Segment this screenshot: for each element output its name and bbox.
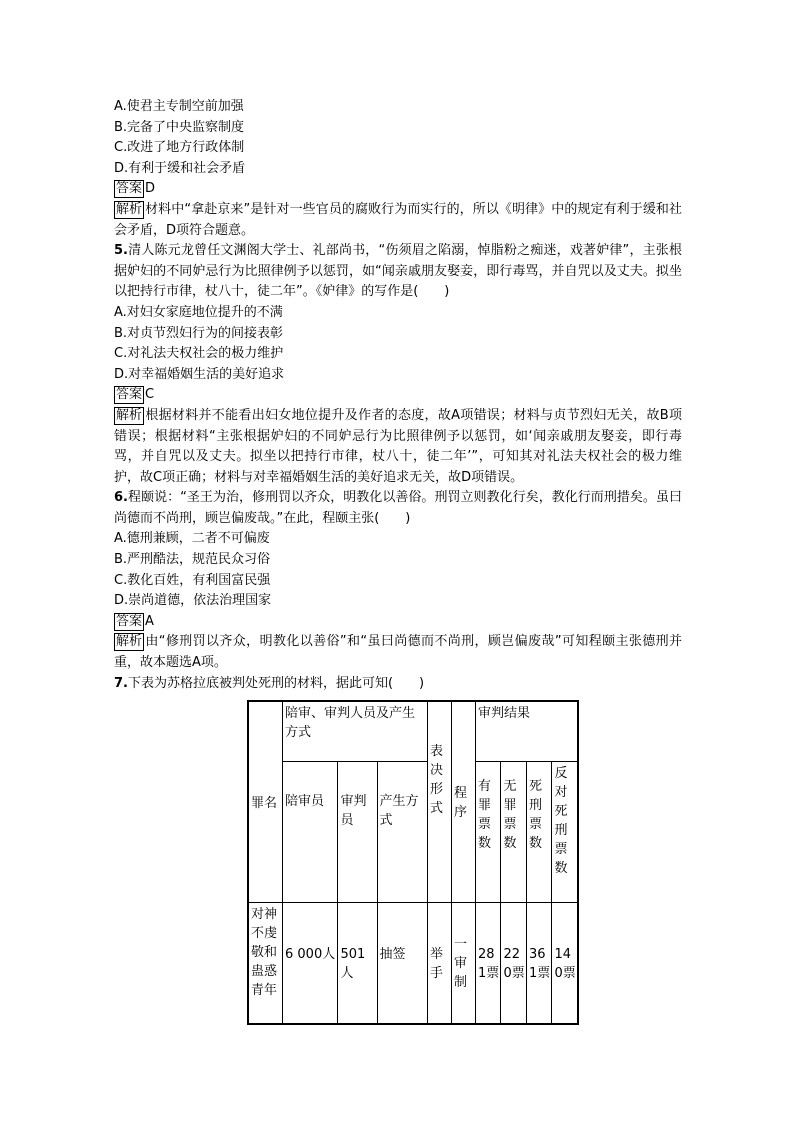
- q6-stem-text: 程颐说：“圣王为治，修刑罚以齐众，明教化以善俗。刑罚立则教化行矣，教化行而刑措矣。虽曰尚德而不尚刑，顾岂偏废哉。”在此，程颐主张( ): [114, 490, 682, 526]
- q4-option-c: C.改进了地方行政体制: [114, 140, 245, 156]
- q6-answer: [114, 612, 682, 633]
- analysis-tag: 解析: [116, 407, 143, 423]
- q5-answer-value: C: [145, 387, 155, 403]
- analysis-tag: 解析: [116, 201, 143, 217]
- q4-option-b: B.完备了中央监察制度: [114, 119, 245, 135]
- header-procedure: 程序: [452, 701, 476, 903]
- cell-against: 140票: [552, 903, 578, 1025]
- q6-option-b: B.严刑酷法，规范民众习俗: [114, 552, 271, 568]
- cell-procedure: 一审制: [452, 903, 476, 1025]
- header-crime: 罪名: [248, 701, 283, 903]
- q6-analysis-text: 由“修刑罚以齐众，明教化以善俗”和“虽曰尚德而不尚刑，顾岂偏废哉”可知程颐主张德刑并重，故本题选A项。: [114, 634, 682, 671]
- q7-stem-text: 下表为苏格拉底被判处死刑的材料，据此可知( ): [127, 675, 425, 691]
- table-header-row-2: [248, 762, 578, 903]
- q5-option-a: A.对妇女家庭地位提升的不满: [114, 304, 283, 320]
- q4-option-a: A.使君主专制空前加强: [114, 99, 244, 114]
- q6-answer-value: A: [145, 613, 154, 629]
- cell-judges: 501人: [338, 903, 377, 1025]
- q5-option-d: D.对幸福婚姻生活的美好追求: [114, 366, 285, 382]
- q4-answer-value: D: [145, 181, 156, 197]
- cell-guilty: 281票: [476, 903, 501, 1025]
- q4-answer: [114, 179, 682, 200]
- q6-number: 6.: [114, 490, 128, 506]
- cell-innocent: 220票: [501, 903, 526, 1025]
- header-jurors: 陪审员: [283, 762, 338, 903]
- cell-death: 361票: [526, 903, 551, 1025]
- header-jury-group: 陪审、审判人员及产生方式: [283, 701, 428, 762]
- q6-analysis: [114, 632, 682, 673]
- q7-stem: [114, 674, 682, 695]
- header-death: 死刑票数: [526, 762, 551, 903]
- q5-option-b: B.对贞节烈妇行为的间接表彰: [114, 325, 284, 341]
- q7-number: 7.: [114, 675, 128, 691]
- header-guilty: 有罪票数: [476, 762, 501, 903]
- header-vote-form: 表决形式: [428, 701, 452, 903]
- q5-option-c: C.对礼法夫权社会的极力维护: [114, 346, 284, 362]
- cell-jurors: 6 000人: [283, 903, 338, 1025]
- socrates-trial-table: [247, 700, 579, 1025]
- analysis-tag: 解析: [116, 634, 143, 650]
- header-result-group: 审判结果: [476, 701, 579, 762]
- cell-method: 抽签: [377, 903, 427, 1025]
- q5-stem: [114, 241, 682, 303]
- q6-option-c: C.教化百姓，有利国富民强: [114, 572, 271, 588]
- cell-vote-form: 举手: [428, 903, 452, 1025]
- table-row: [248, 903, 578, 1025]
- header-innocent: 无罪票数: [501, 762, 526, 903]
- header-against: 反对死刑票数: [552, 762, 578, 903]
- exam-page: [114, 97, 682, 694]
- q5-analysis: [114, 406, 682, 488]
- header-judges: 审判员: [338, 762, 377, 903]
- answer-tag: 答案: [116, 613, 143, 629]
- q5-stem-text: 清人陈元龙曾任文渊阁大学士、礼部尚书，“伤须眉之陷溺，悼脂粉之痴迷，戏著妒律”，主张根据妒妇的不同妒忌行为比照律例予以惩罚，如“闻亲戚朋友娶妾，即行毒骂，并自咒以及丈夫。拟坐以把持行市律，杖八十，徒二年”。《妒律》的写作是( ): [114, 243, 682, 300]
- table-header-row-1: [248, 701, 578, 762]
- q6-option-a: A.德刑兼顾，二者不可偏废: [114, 531, 270, 547]
- q6-stem: [114, 488, 682, 529]
- answer-tag: 答案: [116, 181, 143, 197]
- q6-option-d: D.崇尚道德，依法治理国家: [114, 593, 272, 609]
- q4-analysis-text: 材料中“拿赴京来”是针对一些官员的腐败行为而实行的，所以《明律》中的规定有利于缓和社会矛盾，D项符合题意。: [114, 201, 682, 238]
- q5-answer: [114, 385, 682, 406]
- q5-analysis-text: 根据材料并不能看出妇女地位提升及作者的态度，故A项错误；材料与贞节烈妇无关，故B项错误；根据材料“主张根据妒妇的不同妒忌行为比照律例予以惩罚，如‘闻亲戚朋友娶妾，即行毒骂，并自咒以及丈夫。拟坐以把持行市律，杖八十，徒二年’”，可知其对礼法夫权社会的极力维护，故C项正确；材料与对幸福婚姻生活的美好追求无关，故D项错误。: [114, 407, 682, 485]
- answer-tag: 答案: [116, 387, 143, 403]
- q4-analysis: [114, 200, 682, 241]
- header-method: 产生方式: [377, 762, 427, 903]
- cell-crime: 对神不虔敬和蛊惑青年: [248, 903, 283, 1025]
- q4-option-d: D.有利于缓和社会矛盾: [114, 160, 246, 176]
- q5-number: 5.: [114, 243, 128, 259]
